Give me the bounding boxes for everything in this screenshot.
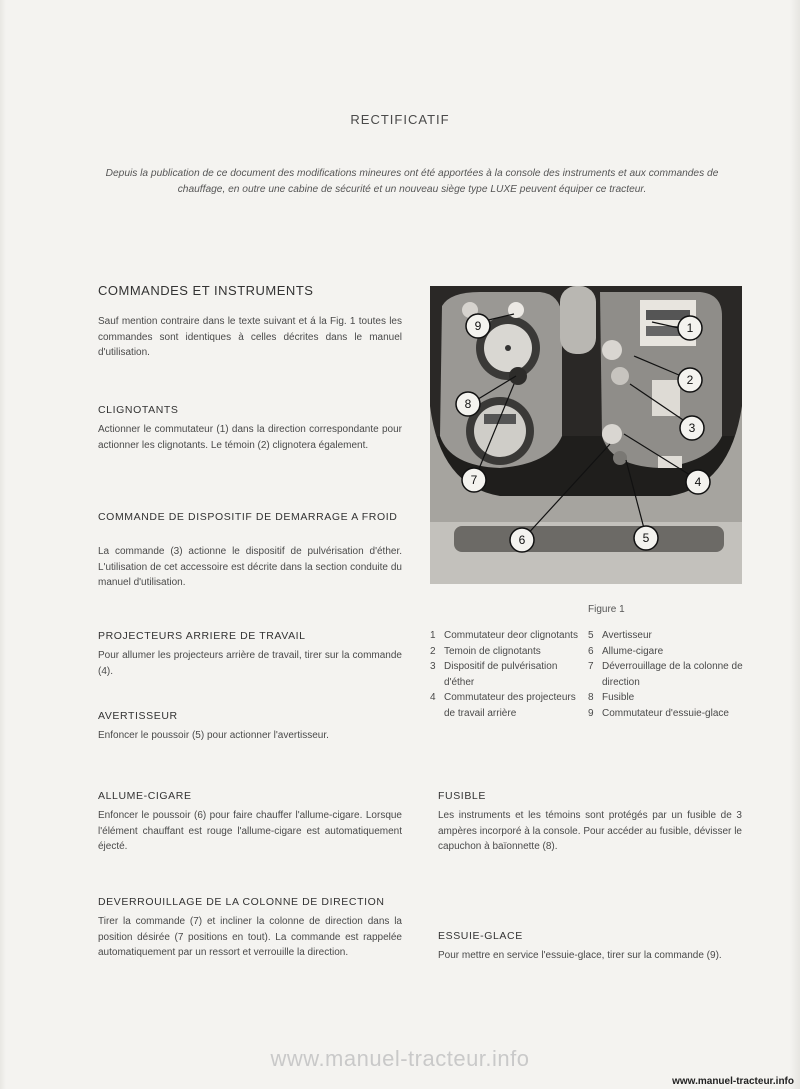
callout-label-6: 6 <box>518 533 526 547</box>
figure-caption: Figure 1 <box>588 604 625 615</box>
section-text-commandes: Sauf mention contraire dans le texte suivant et á la Fig. 1 toutes les commandes sont identiques à celles décrites dans le manuel d'utilisation. <box>98 316 402 358</box>
text-demarrage: La commande (3) actionne le dispositif de pulvérisation d'éther. L'utilisation de cet accessoire est décrite dans la section conduite du manuel d'utilisation. <box>98 546 402 588</box>
text-projecteurs: Pour allumer les projecteurs arrière de travail, tirer sur la commande (4). <box>98 650 402 677</box>
callout-label-4: 4 <box>694 475 702 489</box>
legend-item: 7 Déverrouillage de la colonne de direction <box>588 661 743 688</box>
heading-essuie-glace: ESSUIE-GLACE <box>438 930 523 942</box>
dashboard-photo <box>430 286 742 584</box>
text-essuie-glace: Pour mettre en service l'essuie-glace, tirer sur la commande (9). <box>438 950 722 961</box>
footer-url: www.manuel-tracteur.info <box>672 1076 794 1087</box>
callout-label-7: 7 <box>470 473 478 487</box>
page-title: RECTIFICATIF <box>350 112 450 127</box>
legend-item: 1 Commutateur deor clignotants <box>430 630 578 641</box>
legend-item: 2 Temoin de clignotants <box>430 645 541 657</box>
text-deverrouillage: Tirer la commande (7) et incliner la colonne de direction dans la position désirée (7 positions en tout). La commande est rappelée automatiquement par un ressort et verrouille la direction. <box>98 916 402 958</box>
text-allume-cigare: Enfoncer le poussoir (6) pour faire chauffer l'allume-cigare. Lorsque l'élément chauffant est rouge l'allume-cigare est automatiquement éjecté. <box>98 810 402 852</box>
heading-deverrouillage: DEVERROUILLAGE DE LA COLONNE DE DIRECTION <box>98 896 385 908</box>
callout-label-5: 5 <box>642 531 650 545</box>
text-avertisseur: Enfoncer le poussoir (5) pour actionner l'avertisseur. <box>98 730 329 741</box>
heading-clignotants: CLIGNOTANTS <box>98 404 179 416</box>
heading-demarrage: COMMANDE DE DISPOSITIF DE DEMARRAGE A FROID <box>98 511 398 523</box>
figure-legend-right <box>588 628 758 721</box>
heading-projecteurs: PROJECTEURS ARRIERE DE TRAVAIL <box>98 630 306 642</box>
figure-legend-left <box>430 628 580 721</box>
text-clignotants: Actionner le commutateur (1) dans la direction correspondante pour actionner les clignotants. Le témoin (2) clignotera également. <box>98 424 402 451</box>
legend-item: 3 Dispositif de pulvérisation d'éther <box>430 661 558 688</box>
heading-allume-cigare: ALLUME-CIGARE <box>98 790 192 802</box>
legend-item: 9 Commutateur d'essuie-glace <box>588 707 729 719</box>
legend-item: 8 Fusible <box>588 692 635 703</box>
heading-fusible: FUSIBLE <box>438 790 486 802</box>
footer-watermark: www.manuel-tracteur.info <box>270 1046 530 1071</box>
section-heading-commandes: COMMANDES ET INSTRUMENTS <box>98 283 314 298</box>
intro-paragraph: Depuis la publication de ce document des modifications mineures ont été apportées à la console des instruments et aux commandes de chauffage, en outre une cabine de sécurité et un nouveau siège type LUXE peuvent équiper ce tracteur. <box>105 168 719 195</box>
callout-label-2: 2 <box>686 373 694 387</box>
legend-item: 6 Allume-cigare <box>588 645 664 657</box>
heading-avertisseur: AVERTISSEUR <box>98 710 178 722</box>
legend-item: 4 Commutateur des projecteurs de travail arrière <box>430 692 576 719</box>
callout-label-8: 8 <box>464 397 472 411</box>
legend-item: 5 Avertisseur <box>588 630 652 641</box>
text-fusible: Les instruments et les témoins sont protégés par un fusible de 3 ampères incorporé à la console. Pour accéder au fusible, dévisser le capuchon à baïonnette (8). <box>438 810 742 852</box>
callout-label-1: 1 <box>686 321 694 335</box>
callout-label-9: 9 <box>474 319 482 333</box>
callout-label-3: 3 <box>688 421 696 435</box>
